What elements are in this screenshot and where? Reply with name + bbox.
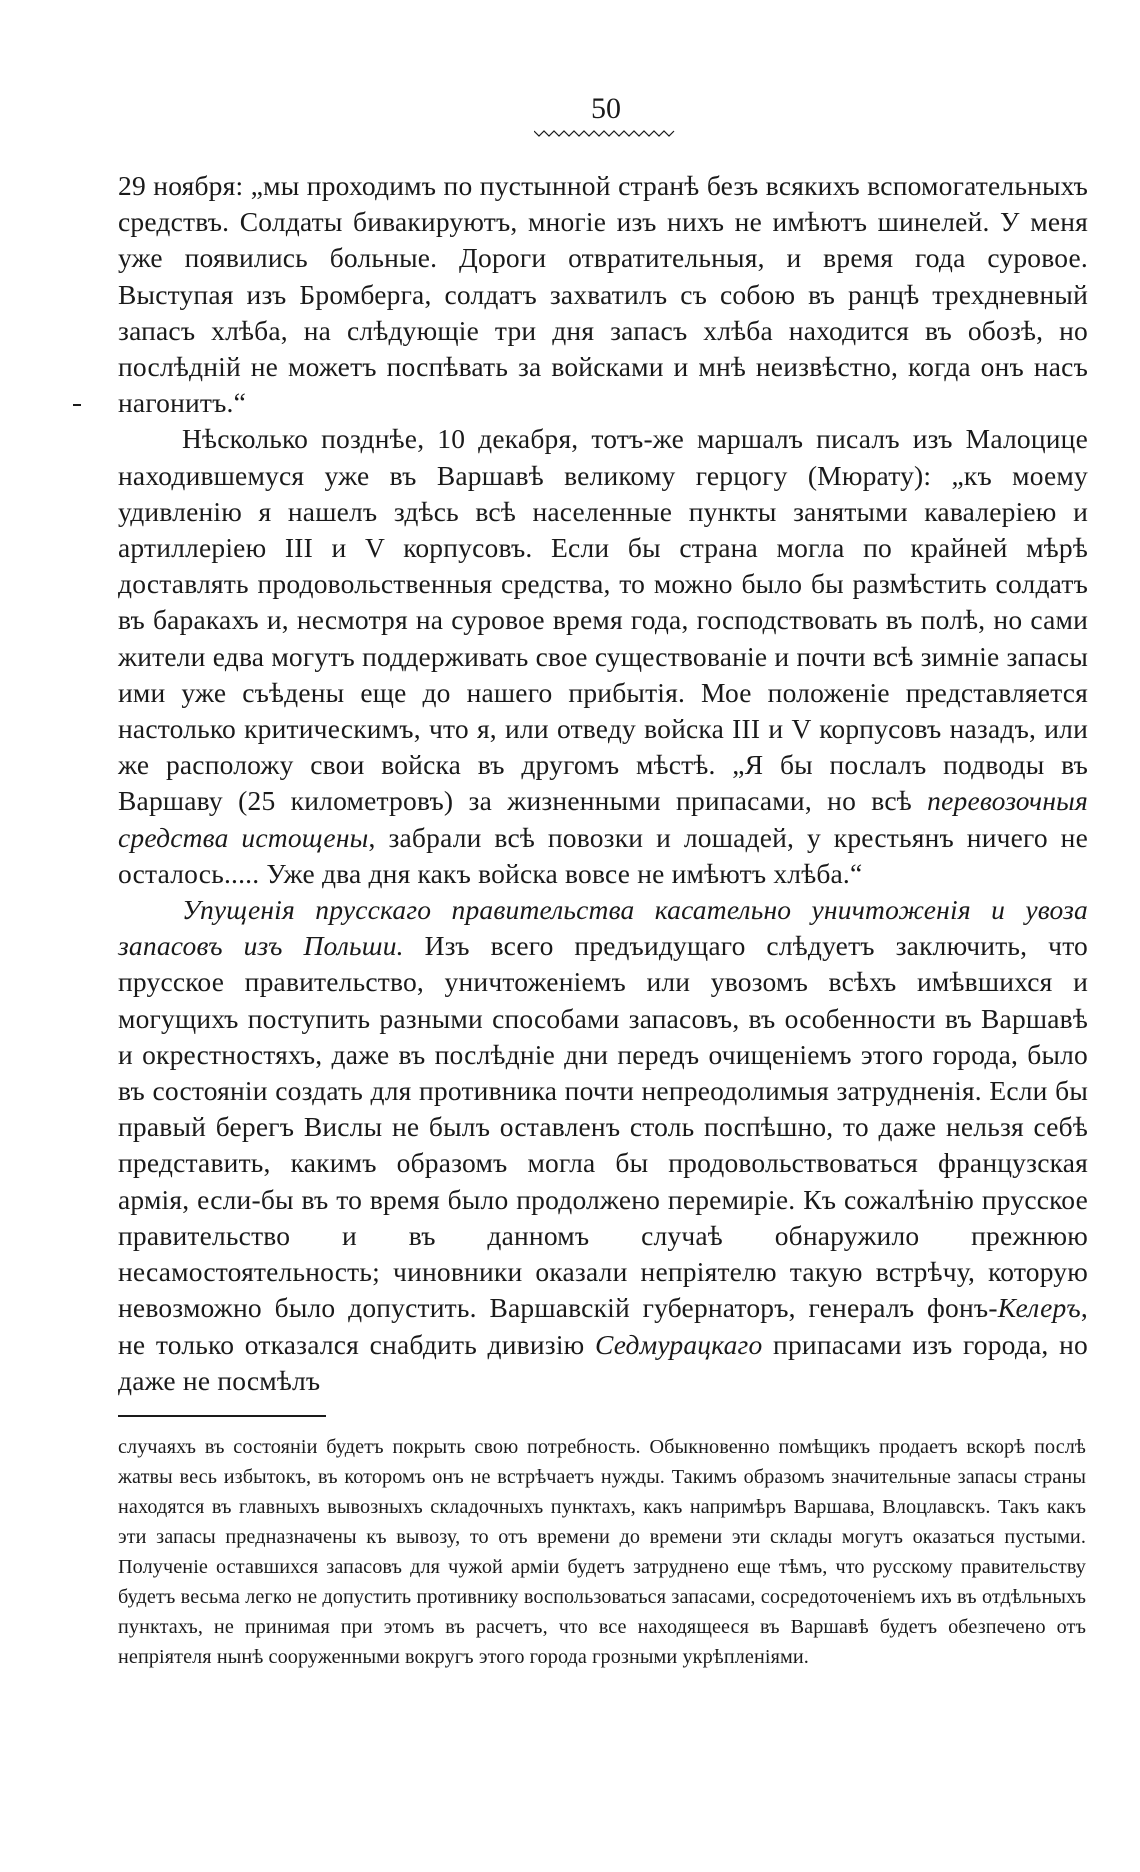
page-number-ornament (534, 128, 676, 138)
italic-phrase: перевозочныя средства истощены (118, 785, 1088, 853)
footnote-divider (118, 1415, 326, 1417)
paragraph-text-end: , забрали всѣ повозки и лошадей, у крестьянъ ничего не осталось..... Уже два дня какъ войска вовсе не имѣютъ хлѣба.“ (118, 821, 1088, 889)
paragraph-text: Изъ всего предъидущаго слѣдуетъ заключить, что прусское правительство, уничтоженіемъ или увозомъ всѣхъ имѣвшихся и могущихъ поступить разными способами запасовъ, въ особенности въ Варшавѣ и окрестностяхъ, даже въ послѣдніе дни передъ очищеніемъ этого города, было въ состояніи создать для противника почти непреодолимыя затрудненія. Если бы правый берегъ Вислы не былъ оставленъ столь поспѣшно, то даже нельзя себѣ представить, какимъ образомъ могла бы продовольствоваться французская армія, если-бы въ то время было продолжено перемиріе. Къ сожалѣнію прусское правительство и въ данномъ случаѣ обнаружило прежнюю несамостоятельность; чиновники оказали непріятелю такую встрѣчу, которую невозможно было допустить. Варшавскій губернаторъ, генералъ фонъ- (118, 930, 1088, 1324)
page-number: 50 (591, 92, 621, 125)
paragraph-text-3: припасами изъ города, но даже не посмѣлъ (118, 1328, 1088, 1396)
margin-mark (73, 404, 81, 406)
paragraph-letter-quote (118, 168, 1088, 421)
italic-name: Келеръ (997, 1292, 1081, 1324)
main-text (118, 168, 1088, 1399)
paragraph-malocice-letter (118, 421, 1088, 892)
paragraph-prussian-omissions (118, 892, 1088, 1399)
section-heading: Упущенія прусскаго правительства касательно уничтоженія и увоза запасовъ изъ Польши. (118, 894, 1088, 962)
paragraph-text-2: , не только отказался снабдить дивизію (118, 1292, 1088, 1360)
italic-name: Седмурацкаго (595, 1328, 763, 1360)
paragraph-text: 29 ноября: „мы проходимъ по пустынной странѣ безъ всякихъ вспомогательныхъ средствъ. Солдаты бивакируютъ, многіе изъ нихъ не имѣютъ шинелей. У меня уже появились больные. Дороги отвратительныя, и время года суровое. Выступая изъ Бромберга, солдатъ захватилъ съ собою въ ранцѣ трехдневный запасъ хлѣба, на слѣдующіе три дня запасъ хлѣба находится въ обозѣ, но послѣдній не можетъ поспѣвать за войсками и мнѣ неизвѣстно, когда онъ насъ нагонитъ.“ (118, 170, 1088, 419)
paragraph-text: Нѣсколько позднѣе, 10 декабря, тотъ-же маршалъ писалъ изъ Малоцице находившемуся уже въ Варшавѣ великому герцогу (Мюрату): „къ моему удивленію я нашелъ здѣсь всѣ населенные пункты занятыми кавалеріею и артиллеріею III и V корпусовъ. Если бы страна могла по крайней мѣрѣ доставлять продовольственныя средства, то можно было бы размѣстить солдатъ въ баракахъ и, несмотря на суровое время года, господствовать въ полѣ, но сами жители едва могутъ поддерживать свое существованіе и почти всѣ зимніе запасы ими уже съѣдены еще до нашего прибытія. Мое положеніе представляется настолько критическимъ, что я, или отведу войска III и V корпусовъ назадъ, или же расположу свои войска въ другомъ мѣстѣ. „Я бы послалъ подводы въ Варшаву (25 километровъ) за жизненными припасами, но всѣ (118, 423, 1088, 817)
footnote: случаяхъ въ состояніи будетъ покрыть свою потребность. Обыкновенно помѣщикъ продаетъ вскорѣ послѣ жатвы весь избытокъ, въ которомъ онъ не встрѣчаетъ нужды. Такимъ образомъ значительные запасы страны находятся въ главныхъ вывозныхъ складочныхъ пунктахъ, какъ напримѣръ Варшава, Влоцлавскъ. Такъ какъ эти запасы предназначены къ вывозу, то отъ времени до времени эти склады могутъ оказаться пустыми. Полученіе оставшихся запасовъ для чужой арміи будетъ затруднено еще тѣмъ, что русскому правительству будетъ весьма легко не допустить противнику воспользоваться запасами, сосредоточеніемъ ихъ въ отдѣльныхъ пунктахъ, не принимая при этомъ въ расчетъ, что все находящееся въ Варшавѣ будетъ обезпечено отъ непріятеля нынѣ сооруженными вокругъ этого города грозными укрѣпленіями. (118, 1436, 1086, 1668)
